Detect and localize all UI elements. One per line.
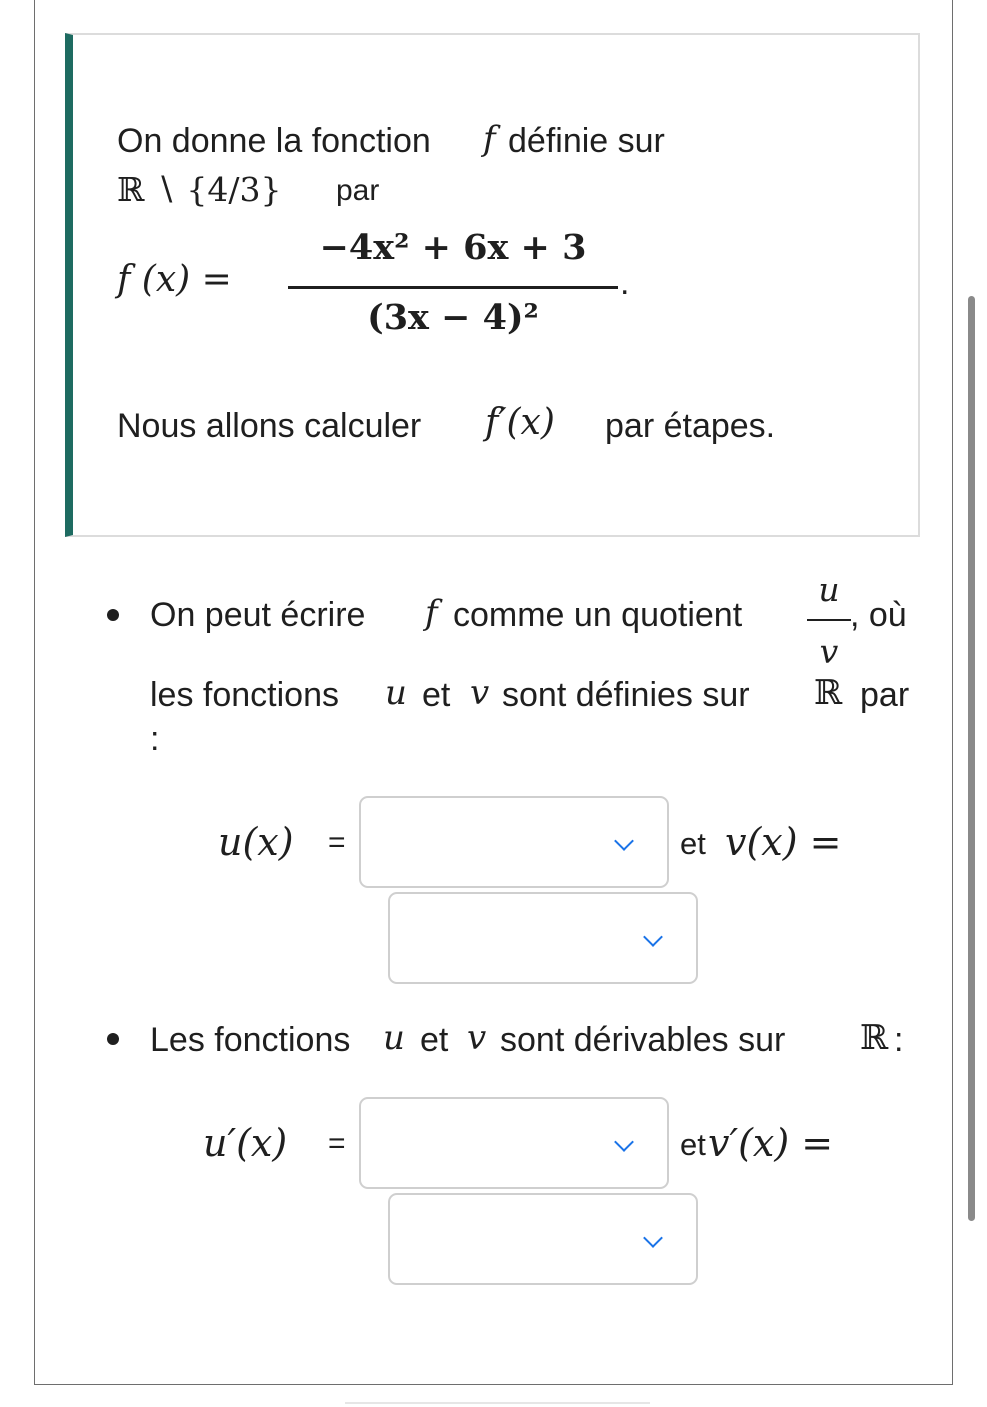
bullet-step1 — [107, 609, 119, 621]
chevron-down-icon — [643, 1228, 663, 1248]
step2-pre: Les fonctions — [150, 1021, 351, 1059]
fprime-label: f′(x) — [485, 402, 555, 443]
bullet-step2 — [107, 1033, 119, 1045]
vprime-label: v′(x) = — [708, 1121, 834, 1165]
step1-post: , où — [850, 596, 907, 634]
scrollbar[interactable] — [968, 296, 975, 1221]
quotient-bar — [807, 619, 851, 621]
step1-f: f — [425, 593, 438, 633]
quotient-numerator: u — [818, 570, 840, 609]
fraction-bar — [288, 286, 618, 289]
chevron-down-icon — [614, 831, 634, 851]
bottom-divider — [345, 1402, 650, 1404]
vprime-select[interactable] — [388, 1193, 698, 1285]
step1-et: et — [422, 676, 451, 714]
step2-et: et — [420, 1021, 449, 1059]
uprime-equals: = — [328, 1127, 346, 1160]
step1-line2-mid: sont définies sur — [502, 676, 750, 714]
chevron-down-icon — [643, 927, 663, 947]
step1-R: ℝ — [814, 673, 843, 713]
domain-set: ℝ ∖ {4/3} — [117, 170, 282, 209]
step2-v: v — [467, 1018, 487, 1058]
u-equals: = — [328, 826, 346, 859]
quotient-fraction — [807, 570, 851, 673]
quotient-denominator: v — [819, 632, 839, 671]
intro-f: f — [483, 119, 496, 159]
uprime-label: u′(x) — [203, 1121, 288, 1165]
fx-label: f (x) = — [117, 259, 232, 300]
step2-R: ℝ — [860, 1018, 889, 1058]
function-fraction — [288, 226, 618, 356]
fraction-numerator: −4x² + 6x + 3 — [319, 227, 587, 268]
step1-colon: : — [150, 720, 160, 758]
u-select[interactable] — [359, 796, 669, 888]
step2-mid: sont dérivables sur — [500, 1021, 786, 1059]
step1-pre: On peut écrire — [150, 596, 366, 634]
fraction-denominator: (3x − 4)² — [367, 297, 539, 338]
uprime-select[interactable] — [359, 1097, 669, 1189]
step2-u: u — [383, 1018, 405, 1058]
u-label: u(x) — [218, 820, 294, 864]
intro-calc-pre: Nous allons calculer — [117, 407, 422, 445]
fraction-period: . — [620, 264, 630, 302]
step1-line2-post: par — [860, 676, 910, 714]
v-select[interactable] — [388, 892, 698, 984]
step1-mid: comme un quotient — [453, 596, 743, 634]
step1-u: u — [385, 673, 407, 713]
step2-et2: et — [680, 1127, 706, 1162]
step1-v: v — [470, 673, 490, 713]
step1-line2-pre: les fonctions — [150, 676, 339, 714]
step1-et2: et — [680, 826, 706, 861]
intro-calc-post: par étapes. — [605, 407, 776, 445]
intro-line1-post: définie sur — [508, 122, 665, 160]
chevron-down-icon — [614, 1132, 634, 1152]
step2-colon: : — [894, 1021, 904, 1059]
v-label: v(x) = — [725, 820, 842, 864]
intro-line1-pre: On donne la fonction — [117, 122, 431, 160]
intro-par: par — [336, 174, 380, 207]
